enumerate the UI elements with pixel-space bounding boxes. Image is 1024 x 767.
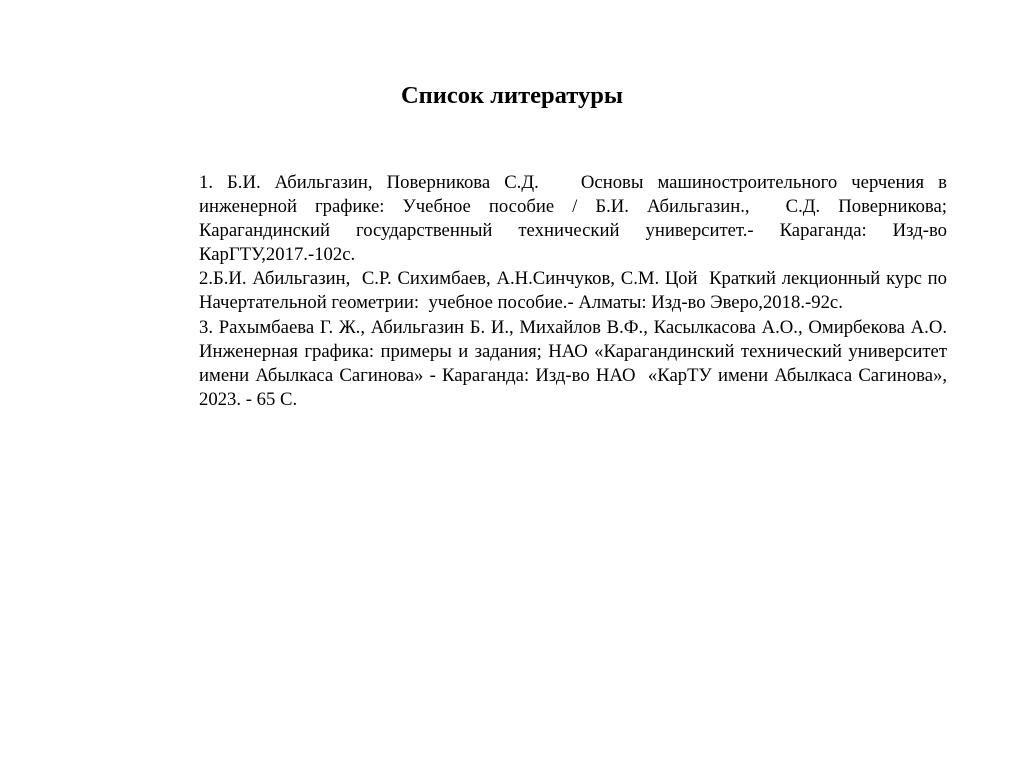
- reference-list: [199, 171, 952, 412]
- reference-text-1: 1. Б.И. Абильгазин, Поверникова С.Д. Основы машиностроительного черчения в инженерной графике: Учебное пособие / Б.И. Абильгазин., С.Д. Поверникова; Карагандинский государственный технический университет.- Караганда: Изд-во КарГТУ,2017.-102с.: [199, 172, 952, 266]
- reference-text-3: 3. Рахымбаева Г. Ж., Абильгазин Б. И., Михайлов В.Ф., Касылкасова А.О., Омирбекова А.О. Инженерная графика: примеры и задания; НАО «Карагандинский технический университет имени Абылкаса Сагинова» - Караганда: Изд-во НАО «КарТУ имени Абылкаса Сагинова», 2023. - 65 С.: [199, 316, 952, 410]
- reference-text-2: 2.Б.И. Абильгазин, С.Р. Сихимбаев, А.Н.Синчуков, С.М. Цой Краткий лекционный курс по Начертательной геометрии: учебное пособие.- Алматы: Изд-во Эверо,2018.-92с.: [199, 268, 952, 314]
- reference-item-2: [199, 267, 952, 315]
- page-title: Список литературы: [400, 82, 624, 109]
- reference-item-1: [199, 171, 952, 267]
- reference-item-3: [199, 316, 952, 412]
